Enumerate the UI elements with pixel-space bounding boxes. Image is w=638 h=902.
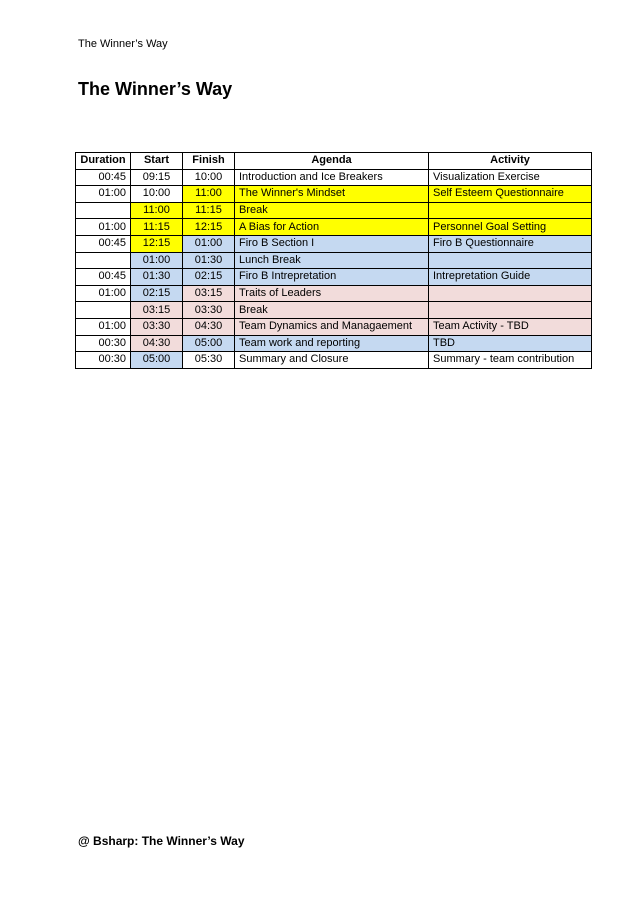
activity-cell: Summary - team contribution	[429, 352, 592, 369]
agenda-cell: Firo B Intrepretation	[235, 269, 429, 286]
finish-cell: 03:15	[183, 285, 235, 302]
table-row	[76, 202, 592, 219]
agenda-cell: Lunch Break	[235, 252, 429, 269]
activity-cell: Personnel Goal Setting	[429, 219, 592, 236]
finish-cell: 05:00	[183, 335, 235, 352]
finish-cell: 01:00	[183, 235, 235, 252]
duration-cell	[76, 302, 131, 319]
duration-cell: 00:30	[76, 335, 131, 352]
start-cell: 09:15	[131, 169, 183, 186]
agenda-cell: Team Dynamics and Managaement	[235, 318, 429, 335]
table-row	[76, 318, 592, 335]
activity-cell: Team Activity - TBD	[429, 318, 592, 335]
finish-cell: 03:30	[183, 302, 235, 319]
column-header-activity: Activity	[429, 153, 592, 170]
agenda-cell: Break	[235, 202, 429, 219]
finish-cell: 10:00	[183, 169, 235, 186]
start-cell: 11:15	[131, 219, 183, 236]
activity-cell	[429, 252, 592, 269]
table-header-row	[76, 153, 592, 170]
running-header: The Winner’s Way	[78, 38, 168, 50]
start-cell: 02:15	[131, 285, 183, 302]
activity-cell	[429, 202, 592, 219]
table-row	[76, 269, 592, 286]
agenda-table	[75, 152, 592, 369]
agenda-cell: Firo B Section I	[235, 235, 429, 252]
finish-cell: 04:30	[183, 318, 235, 335]
finish-cell: 01:30	[183, 252, 235, 269]
column-header-finish: Finish	[183, 153, 235, 170]
table-row	[76, 186, 592, 203]
duration-cell: 00:45	[76, 235, 131, 252]
finish-cell: 11:15	[183, 202, 235, 219]
start-cell: 11:00	[131, 202, 183, 219]
page-title: The Winner’s Way	[78, 79, 233, 99]
agenda-cell: A Bias for Action	[235, 219, 429, 236]
finish-cell: 05:30	[183, 352, 235, 369]
start-cell: 03:15	[131, 302, 183, 319]
duration-cell: 00:45	[76, 269, 131, 286]
duration-cell: 01:00	[76, 186, 131, 203]
start-cell: 10:00	[131, 186, 183, 203]
duration-cell	[76, 252, 131, 269]
start-cell: 01:00	[131, 252, 183, 269]
duration-cell	[76, 202, 131, 219]
agenda-cell: Traits of Leaders	[235, 285, 429, 302]
column-header-start: Start	[131, 153, 183, 170]
activity-cell	[429, 302, 592, 319]
duration-cell: 01:00	[76, 285, 131, 302]
column-header-duration: Duration	[76, 153, 131, 170]
table-body	[76, 169, 592, 368]
start-cell: 03:30	[131, 318, 183, 335]
agenda-cell: The Winner's Mindset	[235, 186, 429, 203]
agenda-cell: Break	[235, 302, 429, 319]
activity-cell: Self Esteem Questionnaire	[429, 186, 592, 203]
page-footer: @ Bsharp: The Winner’s Way	[78, 834, 245, 848]
agenda-cell: Team work and reporting	[235, 335, 429, 352]
table-row	[76, 285, 592, 302]
finish-cell: 11:00	[183, 186, 235, 203]
start-cell: 01:30	[131, 269, 183, 286]
duration-cell: 00:45	[76, 169, 131, 186]
start-cell: 12:15	[131, 235, 183, 252]
table-row	[76, 235, 592, 252]
table-row	[76, 169, 592, 186]
activity-cell	[429, 285, 592, 302]
activity-cell: Intrepretation Guide	[429, 269, 592, 286]
start-cell: 05:00	[131, 352, 183, 369]
agenda-cell: Introduction and Ice Breakers	[235, 169, 429, 186]
table-row	[76, 335, 592, 352]
finish-cell: 02:15	[183, 269, 235, 286]
agenda-cell: Summary and Closure	[235, 352, 429, 369]
activity-cell: Visualization Exercise	[429, 169, 592, 186]
duration-cell: 00:30	[76, 352, 131, 369]
duration-cell: 01:00	[76, 219, 131, 236]
table-row	[76, 252, 592, 269]
table-row	[76, 352, 592, 369]
finish-cell: 12:15	[183, 219, 235, 236]
duration-cell: 01:00	[76, 318, 131, 335]
activity-cell: Firo B Questionnaire	[429, 235, 592, 252]
activity-cell: TBD	[429, 335, 592, 352]
table-row	[76, 302, 592, 319]
table-row	[76, 219, 592, 236]
column-header-agenda: Agenda	[235, 153, 429, 170]
start-cell: 04:30	[131, 335, 183, 352]
